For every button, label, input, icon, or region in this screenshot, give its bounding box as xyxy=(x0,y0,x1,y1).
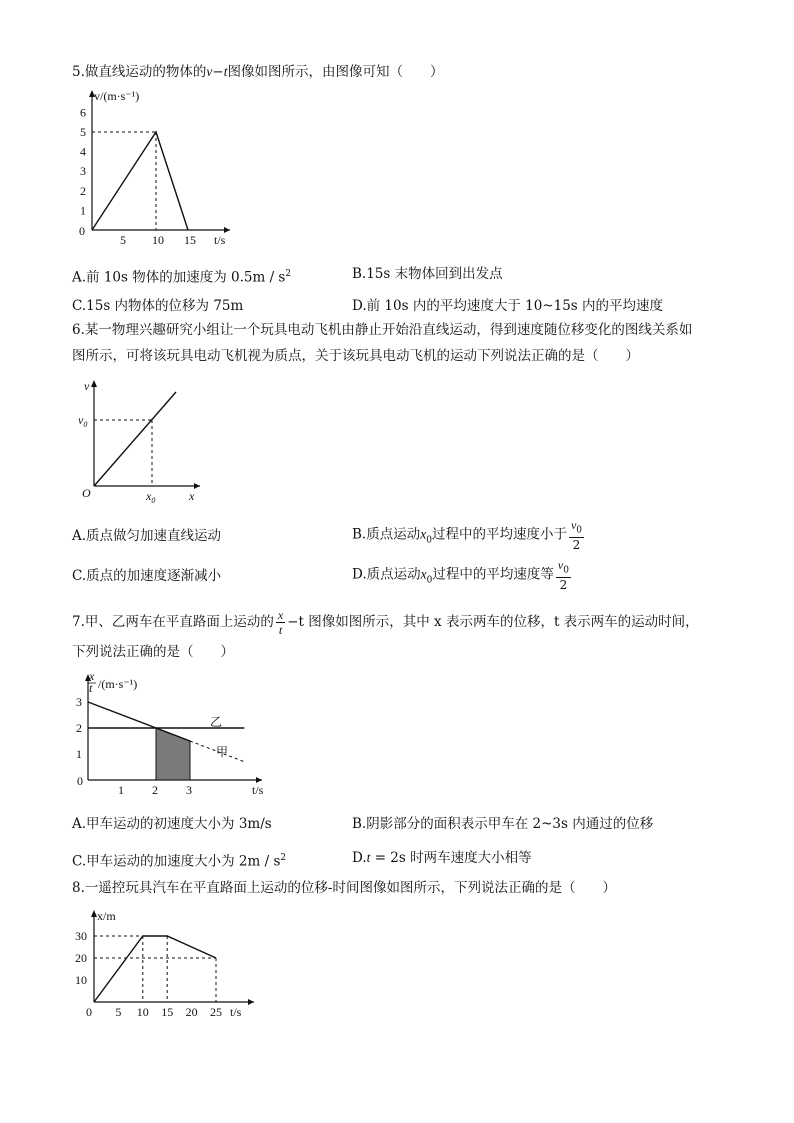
q7-option-c[interactable] xyxy=(72,848,286,872)
q7-x-label: t/s xyxy=(252,783,264,797)
q5-option-b-text: B.15s 末物体回到出发点 xyxy=(352,266,503,282)
q6-x-label: x xyxy=(189,489,195,503)
q6-origin: O xyxy=(82,486,91,500)
q7-origin: 0 xyxy=(77,774,83,788)
q8-x-tick-25: 25 xyxy=(210,1005,222,1019)
q7-shaded-area xyxy=(156,728,190,780)
q8-x-arrow xyxy=(248,999,254,1005)
q7-x-tick-1: 1 xyxy=(118,783,124,797)
q7-stem-text-a: 7.甲、乙两车在平直路面上运动的 xyxy=(72,614,274,630)
q8-xt-graph xyxy=(72,906,262,1026)
q7-option-d[interactable] xyxy=(352,848,532,868)
q6-v0-label: $v_0$ xyxy=(78,413,88,429)
q8-x-tick-20: 20 xyxy=(185,1005,198,1019)
q7-stem-line2: 下列说法正确的是（ ） xyxy=(72,644,234,660)
q7-y-label-t: t xyxy=(89,681,93,695)
q6-option-a-text: A.质点做匀加速直线运动 xyxy=(72,528,222,544)
q7-y-tick-2: 2 xyxy=(76,721,82,735)
q8-y-tick-10: 10 xyxy=(75,973,87,987)
q6-option-d-x: x xyxy=(420,566,427,582)
q5-option-d[interactable] xyxy=(352,296,663,316)
q8-x-tick-10: 10 xyxy=(136,1005,149,1019)
q8-x-tick-15: 15 xyxy=(161,1005,174,1019)
q5-x-tick-15: 15 xyxy=(184,233,196,247)
q7-option-c-text: C.甲车运动的加速度大小为 2m / s xyxy=(72,853,281,870)
q5-vt-graph xyxy=(72,84,242,249)
q6-vx-graph xyxy=(72,376,212,506)
q8-position-line xyxy=(94,936,216,1002)
q8-x-label: t/s xyxy=(230,1005,242,1019)
q5-option-a-sup: 2 xyxy=(285,269,292,279)
q8-origin: 0 xyxy=(86,1005,92,1019)
q7-xt-t-graph xyxy=(72,670,272,805)
q6-velocity-line xyxy=(94,392,176,486)
q5-velocity-line xyxy=(92,132,188,230)
q7-option-a[interactable] xyxy=(72,814,272,834)
q6-option-d-mid: 过程中的平均速度等 xyxy=(432,566,554,583)
q8-x-tick-5: 5 xyxy=(115,1005,122,1019)
q7-stem-frac: $\frac{x}{t}$ xyxy=(277,608,284,637)
q5-stem-text-a: 5.做直线运动的物体的 xyxy=(72,64,207,80)
q5-y-tick-3: 3 xyxy=(80,164,86,179)
q5-origin: 0 xyxy=(79,224,85,238)
q7-option-b[interactable] xyxy=(352,814,653,834)
q6-option-b-frac: $\frac{v_0}{2}$ xyxy=(570,518,583,553)
q5-stem-text-c: 图像如图所示，由图像可知（ ） xyxy=(227,64,444,80)
q6-y-label: v xyxy=(84,379,90,393)
q6-option-c[interactable] xyxy=(72,566,221,586)
q6-x-arrow xyxy=(194,483,200,489)
q6-option-b[interactable] xyxy=(352,518,586,552)
q7-y-label-x: x xyxy=(89,669,95,683)
q7-line-jia xyxy=(88,702,190,741)
q5-option-c-text: C.15s 内物体的位移为 75m xyxy=(72,298,244,314)
q6-option-d-x-sub: 0 xyxy=(426,575,433,586)
q6-option-b-x-sub: 0 xyxy=(426,535,432,546)
q5-y-tick-1: 1 xyxy=(80,203,86,218)
q8-y-tick-20: 20 xyxy=(75,951,87,965)
q5-option-b[interactable] xyxy=(352,264,503,284)
q5-stem-var-t: t xyxy=(223,64,228,79)
q5-option-d-text: D.前 10s 内的平均速度大于 10~15s 内的平均速度 xyxy=(352,298,664,314)
q7-x-tick-2: 2 xyxy=(152,783,158,797)
q5-y-tick-2: 2 xyxy=(80,183,86,198)
q7-option-c-sup: 2 xyxy=(280,853,287,863)
q8-y-label: x/m xyxy=(97,909,116,923)
q5-option-c[interactable] xyxy=(72,296,243,316)
q6-option-d-pre: D.质点运动 xyxy=(352,566,421,583)
q5-y-label: v/(m·s⁻¹) xyxy=(94,89,140,103)
q7-y-label-unit: /(m·s⁻¹) xyxy=(98,677,138,691)
q5-stem-var-v: v xyxy=(206,64,213,79)
q5-y-tick-5: 5 xyxy=(80,125,86,139)
q5-x-label: t/s xyxy=(214,233,226,247)
q6-y-arrow xyxy=(91,380,97,387)
q5-y-tick-4: 4 xyxy=(80,144,86,159)
q6-option-d[interactable] xyxy=(352,558,573,592)
q7-option-d-text: = 2s 时两车速度大小相等 xyxy=(370,850,532,866)
q5-y-tick-6: 6 xyxy=(80,105,86,120)
q7-x-tick-3: 3 xyxy=(186,783,192,797)
q7-stem-line1 xyxy=(72,608,699,637)
q6-x0-label: $x_0$ xyxy=(146,489,156,505)
q7-label-yi: 乙 xyxy=(210,715,223,729)
q7-option-d-pre: D. xyxy=(352,850,367,866)
q5-stem-minus: − xyxy=(212,64,224,80)
q6-option-c-text: C.质点的加速度逐渐减小 xyxy=(72,568,222,584)
q6-option-b-pre: B.质点运动 xyxy=(352,526,421,543)
q6-option-a[interactable] xyxy=(72,526,221,546)
q6-option-b-x: x xyxy=(420,526,427,542)
q5-x-tick-10: 10 xyxy=(152,233,164,247)
q5-option-a-text: A.前 10s 物体的加速度为 0.5m / s xyxy=(72,269,286,286)
q7-option-b-text: B.阴影部分的面积表示甲车在 2~3s 内通过的位移 xyxy=(352,816,654,832)
q5-stem xyxy=(72,62,443,82)
q6-stem-line2: 图所示，可将该玩具电动飞机视为质点，关于该玩具电动飞机的运动下列说法正确的是（ ） xyxy=(72,348,639,364)
q5-x-tick-5: 5 xyxy=(120,233,126,247)
q6-option-b-mid: 过程中的平均速度小于 xyxy=(431,526,567,543)
q6-option-d-frac: $\frac{v_0}{2}$ xyxy=(557,558,569,593)
q7-stem-text-b: −t 图像如图所示，其中 x 表示两车的位移，t 表示两车的运动时间， xyxy=(287,614,699,630)
q8-y-tick-30: 30 xyxy=(75,929,87,943)
q7-label-jia: 甲 xyxy=(216,745,229,759)
q7-option-d-t: t xyxy=(366,850,371,865)
q7-y-tick-3: 3 xyxy=(76,695,82,709)
q5-option-a[interactable] xyxy=(72,264,291,288)
q7-y-tick-1: 1 xyxy=(76,747,82,761)
q6-stem-line1: 6.某一物理兴趣研究小组让一个玩具电动飞机由静止开始沿直线运动，得到速度随位移变化的图线关系如 xyxy=(72,322,693,338)
q8-stem: 8.一遥控玩具汽车在平直路面上运动的位移-时间图像如图所示，下列说法正确的是（ ） xyxy=(72,880,616,896)
q7-option-a-text: A.甲车运动的初速度大小为 3m/s xyxy=(72,816,272,832)
